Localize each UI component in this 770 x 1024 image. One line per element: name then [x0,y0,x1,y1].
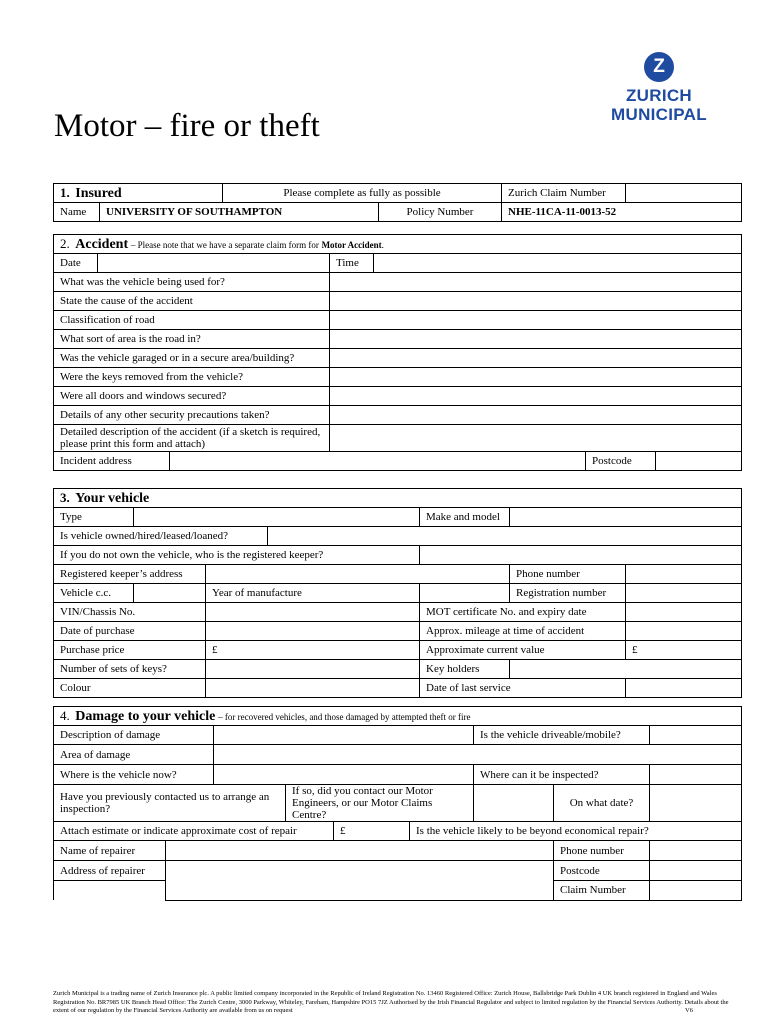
service-label: Date of last service [420,679,626,698]
name-field[interactable]: UNIVERSITY OF SOUTHAMPTON [100,203,379,222]
keeper-phone-label: Phone number [510,565,626,584]
inspection-date-field[interactable] [650,785,742,822]
answer-doors-secured[interactable] [330,387,742,406]
legal-text: Zurich Municipal is a trading name of Zurich Insurance plc. A public limited company incorporated in the Republic of Ireland Registration No. 13460 Registered Office: Zurich House, Ballsbridge Park Dublin 4 UK branch registered in England and Wales Registration No. BR7985 UK Branch Head Office: The Zurich Centre, 3000 Parkway, Whiteley, Fareham, Hampshire PO15 7JZ Authorised by the Irish Financial Regulator and subject to limited regulation by the Financial Services Authority. Details about the extent of our regulation by the Financial Services Authority are available from us on request [53,990,729,1014]
current-value-label: Approximate current value [420,641,626,660]
repairer-name-field[interactable] [166,841,554,861]
answer-security-precautions[interactable] [330,406,742,425]
postcode-field[interactable] [656,452,742,471]
repairer-postcode-label: Postcode [554,861,650,881]
question-doors-secured: Were all doors and windows secured? [54,387,330,406]
make-model-field[interactable] [510,508,742,527]
keys-field[interactable] [206,660,420,679]
repairer-postcode-field[interactable] [650,861,742,881]
type-field[interactable] [134,508,420,527]
repairer-name-label: Name of repairer [54,841,166,861]
where-now-label: Where is the vehicle now? [54,765,214,785]
keeper-field[interactable] [420,546,742,565]
vehicle-heading: 3. Your vehicle [54,489,742,508]
time-label: Time [330,254,374,272]
logo-line-2: MUNICIPAL [611,105,707,124]
description-label: Description of damage [54,726,214,745]
version-label: V6 [685,1007,693,1014]
insured-instruction: Please complete as fully as possible [223,184,502,203]
make-model-label: Make and model [420,508,510,527]
vin-field[interactable] [206,603,420,622]
claim-number-label-repairer: Claim Number [554,881,650,901]
description-field[interactable] [214,726,474,745]
accident-section [53,234,742,471]
question-road-classification: Classification of road [54,311,330,330]
time-cell [330,254,742,273]
page-title: Motor – fire or theft [54,108,320,144]
estimate-field[interactable]: £ [334,822,410,841]
registration-field[interactable] [626,584,742,603]
keeper-address-label: Registered keeper’s address [54,565,206,584]
colour-field[interactable] [206,679,420,698]
key-holders-field[interactable] [510,660,742,679]
insured-section [53,183,742,222]
inspect-label: Where can it be inspected? [474,765,650,785]
question-vehicle-use: What was the vehicle being used for? [54,273,330,292]
area-field[interactable] [214,745,742,765]
area-label: Area of damage [54,745,214,765]
current-value-field[interactable]: £ [626,641,742,660]
answer-vehicle-use[interactable] [330,273,742,292]
policy-number-label: Policy Number [379,203,502,222]
keeper-address-field[interactable] [206,565,510,584]
question-keys-removed: Were the keys removed from the vehicle? [54,368,330,387]
answer-description[interactable] [330,425,742,452]
type-label: Type [54,508,134,527]
answer-area[interactable] [330,330,742,349]
driveable-label: Is the vehicle driveable/mobile? [474,726,650,745]
mot-field[interactable] [626,603,742,622]
answer-keys-removed[interactable] [330,368,742,387]
uneconomical-label: Is the vehicle likely to be beyond economical repair? [410,822,742,841]
policy-number-field[interactable]: NHE-11CA-11-0013-52 [502,203,742,222]
answer-cause[interactable] [330,292,742,311]
logo-line-1: ZURICH [625,86,692,105]
zurich-logo [598,52,720,124]
keeper-question: If you do not own the vehicle, who is the registered keeper? [54,546,420,565]
key-holders-label: Key holders [420,660,510,679]
driveable-field[interactable] [650,726,742,745]
postcode-label: Postcode [586,452,656,471]
date-label: Date [54,254,98,273]
claim-number-field[interactable] [626,184,742,203]
claim-number-field-repairer[interactable] [650,881,742,901]
time-field[interactable] [374,254,741,272]
repairer-address-field[interactable] [166,861,554,901]
question-garaged: Was the vehicle garaged or in a secure area/building? [54,349,330,368]
purchase-date-field[interactable] [206,622,420,641]
keeper-phone-field[interactable] [626,565,742,584]
cc-label: Vehicle c.c. [54,584,134,603]
purchase-price-field[interactable]: £ [206,641,420,660]
incident-address-label: Incident address [54,452,170,471]
question-cause: State the cause of the accident [54,292,330,311]
where-now-field[interactable] [214,765,474,785]
claim-number-label: Zurich Claim Number [502,184,626,203]
contacted-label: Have you previously contacted us to arrange an inspection? [54,785,286,822]
question-security-precautions: Details of any other security precautions taken? [54,406,330,425]
engineers-label: If so, did you contact our Motor Engineers, or our Motor Claims Centre? [286,785,474,822]
owned-field[interactable] [268,527,742,546]
purchase-date-label: Date of purchase [54,622,206,641]
service-field[interactable] [626,679,742,698]
name-label: Name [54,203,100,222]
year-field[interactable] [420,584,510,603]
accident-heading: 2. Accident – Please note that we have a separate claim form for Motor Accident. [54,235,742,254]
repairer-address-label: Address of repairer [54,861,166,881]
estimate-label: Attach estimate or indicate approximate cost of repair [54,822,334,841]
damage-heading: 4. Damage to your vehicle – for recovered vehicles, and those damaged by attempted theft or fire [54,707,742,726]
colour-label: Colour [54,679,206,698]
zurich-logo-mark-icon: Z [644,52,674,82]
inspect-field[interactable] [650,765,742,785]
legal-footer [53,990,741,1016]
repairer-address-spacer [54,881,166,901]
incident-address-field[interactable] [170,452,586,471]
answer-garaged[interactable] [330,349,742,368]
date-field[interactable] [98,254,330,273]
inspection-date-label: On what date? [554,785,650,822]
mileage-label: Approx. mileage at time of accident [420,622,626,641]
purchase-price-label: Purchase price [54,641,206,660]
mileage-field[interactable] [626,622,742,641]
cc-field[interactable] [134,584,206,603]
repairer-phone-label: Phone number [554,841,650,861]
owned-label: Is vehicle owned/hired/leased/loaned? [54,527,268,546]
year-label: Year of manufacture [206,584,420,603]
question-area: What sort of area is the road in? [54,330,330,349]
engineers-field[interactable] [474,785,554,822]
registration-label: Registration number [510,584,626,603]
vehicle-section [53,488,742,698]
answer-road-classification[interactable] [330,311,742,330]
repairer-phone-field[interactable] [650,841,742,861]
damage-section [53,706,742,901]
mot-label: MOT certificate No. and expiry date [420,603,626,622]
question-description: Detailed description of the accident (if a sketch is required, please print this form and attach) [54,425,330,452]
insured-heading: 1. Insured [54,184,223,203]
vin-label: VIN/Chassis No. [54,603,206,622]
keys-label: Number of sets of keys? [54,660,206,679]
